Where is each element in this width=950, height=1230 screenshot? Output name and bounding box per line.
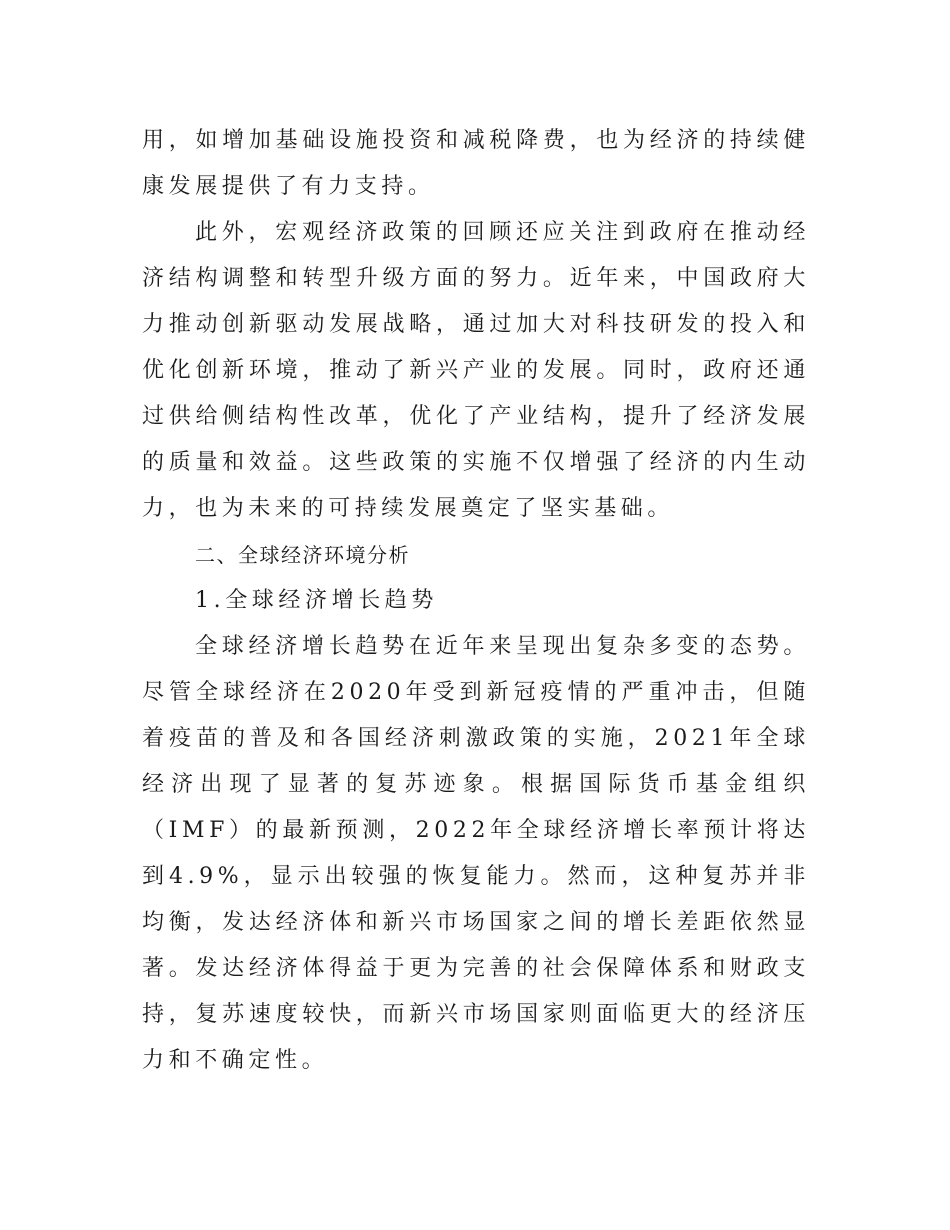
paragraph-global-growth: 全球经济增长趋势在近年来呈现出复杂多变的态势。尽管全球经济在2020年受到新冠疫情的严重冲击，但随着疫苗的普及和各国经济刺激政策的实施，2021年全球经济出现了显著的复苏迹象。根据国际货币基金组织（IMF）的最新预测，2022年全球经济增长率预计将达到4.9%，显示出较强的恢复能力。然而，这种复苏并非均衡，发达经济体和新兴市场国家之间的增长差距依然显著。发达经济体得益于更为完善的社会保障体系和财政支持，复苏速度较快，而新兴市场国家则面临更大的经济压力和不确定性。	[142, 634, 810, 1073]
document-body	[142, 118, 810, 1084]
paragraph-policy-review: 此外，宏观经济政策的回顾还应关注到政府在推动经济结构调整和转型升级方面的努力。近年来，中国政府大力推动创新驱动发展战略，通过加大对科技研发的投入和优化创新环境，推动了新兴产业的发展。同时，政府还通过供给侧结构性改革，优化了产业结构，提升了经济发展的质量和效益。这些政策的实施不仅增强了经济的内生动力，也为未来的可持续发展奠定了坚实基础。	[142, 220, 810, 521]
subsection-heading: 1.全球经济增长趋势	[195, 588, 438, 613]
paragraph-continuation: 用，如增加基础设施投资和减税降费，也为经济的持续健康发展提供了有力支持。	[142, 128, 810, 199]
section-heading: 二、全球经济环境分析	[195, 543, 410, 567]
